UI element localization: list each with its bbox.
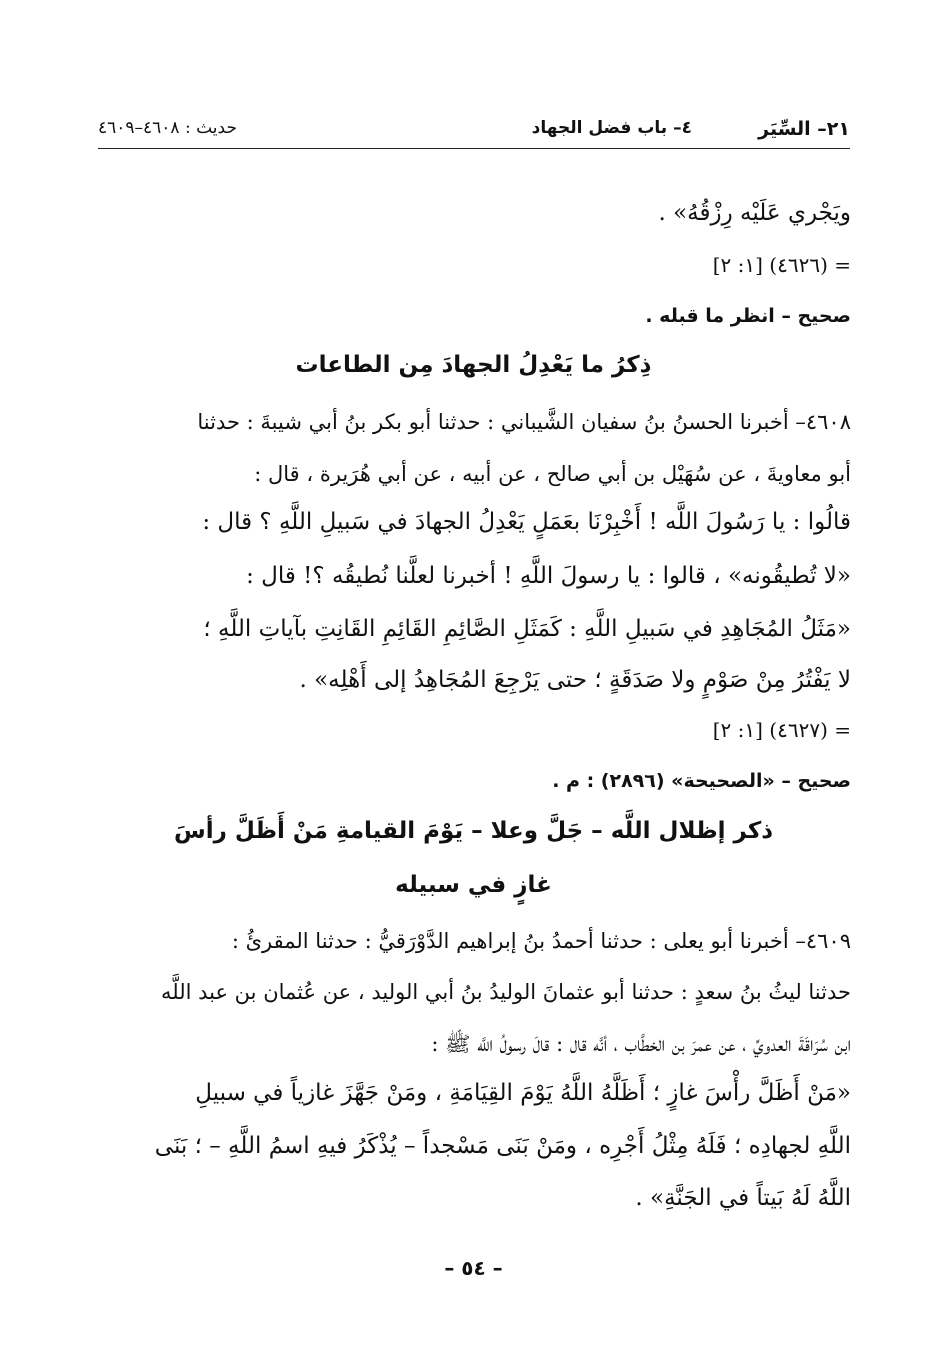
text-line: ويَجْري عَلَيْه رِزْقُهُ» . [658, 200, 851, 226]
text-line: ٤٦٠٨– أخبرنا الحسنُ بنُ سفيان الشَّيباني : حدثنا أبو بكر بنُ أبي شيبةَ : حدثنا [197, 410, 851, 434]
text-line: «مَنْ أَظَلَّ رأْسَ غازٍ ؛ أَظَلَّهُ اللَّهُ يَوْمَ القِيَامَةِ ، ومَنْ جَهَّزَ غازياً في سبيلِ [195, 1080, 851, 1106]
text-line: لا يَفْتُرُ مِنْ صَوْمٍ ولا صَدَقَةٍ ؛ حتى يَرْجِعَ المُجَاهِدُ إلى أَهْلِه» . [299, 667, 851, 693]
chapter-heading: ذكر إظلال اللَّه – جَلَّ وعلا – يَوْمَ القيامةِ مَنْ أَظَلَّ رأسَ [173, 818, 774, 844]
cross-reference: = (٤٦٢٦) [١: ٢] [712, 253, 851, 277]
text-line: «مَثَلُ المُجَاهِدِ في سَبيلِ اللَّهِ : كَمَثَلِ الصَّائِمِ القَائِمِ القَانِتِ بآياتِ اللَّهِ ؛ [203, 616, 851, 642]
chapter-title: ٢١– السِّيَر [758, 118, 850, 140]
text-line: اللَّهِ لجهادِه ؛ فَلَهُ مِثْلُ أَجْرِه ، ومَنْ بَنَى مَسْجداً – يُذْكَرُ فيهِ اسمُ اللَّهِ – ؛ بَنَى [154, 1133, 851, 1159]
text-line: «لا تُطيقُونه» ، قالوا : يا رسولَ اللَّهِ ! أخبرنا لعلَّنا نُطيقُه ؟! قال : [246, 563, 851, 589]
chapter-heading: ذِكرُ ما يَعْدِلُ الجهادَ مِن الطاعات [295, 352, 652, 378]
running-header [98, 112, 850, 149]
text-line: حدثنا ليثُ بنُ سعدٍ : حدثنا أبو عثمانَ الوليدُ بنُ أبي الوليد ، عن عُثمان بن عبد اللَّه [161, 980, 851, 1004]
chapter-heading-continued: غازٍ في سبيله [395, 872, 552, 898]
text-line: أبو معاويةَ ، عن سُهَيْل بن أبي صالح ، عن أبيه ، عن أبي هُرَيرة ، قال : [254, 462, 851, 486]
cross-reference: = (٤٦٢٧) [١: ٢] [712, 718, 851, 742]
text-line: ٤٦٠٩– أخبرنا أبو يعلى : حدثنا أحمدُ بنُ إبراهيم الدَّوْرَقيُّ : حدثنا المقرئُ : [231, 929, 851, 953]
hadith-range: حديث : ٤٦٠٨–٤٦٠٩ [98, 118, 237, 138]
text-line: ابن سُرَاقَةَ العدويِّ ، عن عمرَ بن الخطَّاب ، أنَّه قال : قالَ رسولُ اللَّه ﷺ : [431, 1032, 851, 1056]
grading-note: صحيح – انظر ما قبله . [645, 305, 851, 327]
section-title: ٤– باب فضل الجهاد [531, 118, 692, 138]
text-line: قالُوا : يا رَسُولَ اللَّه ! أَخْبِرْنَا بعَمَلٍ يَعْدِلُ الجهادَ في سَبيلِ اللَّهِ ؟ قال : [202, 509, 851, 535]
text-line: اللَّهُ لَهُ بَيتاً في الجَنَّةِ» . [635, 1185, 851, 1211]
grading-note: صحيح – «الصحيحة» (٢٨٩٦) : م . [552, 770, 851, 792]
page-number: – ٥٤ – [444, 1256, 503, 1280]
